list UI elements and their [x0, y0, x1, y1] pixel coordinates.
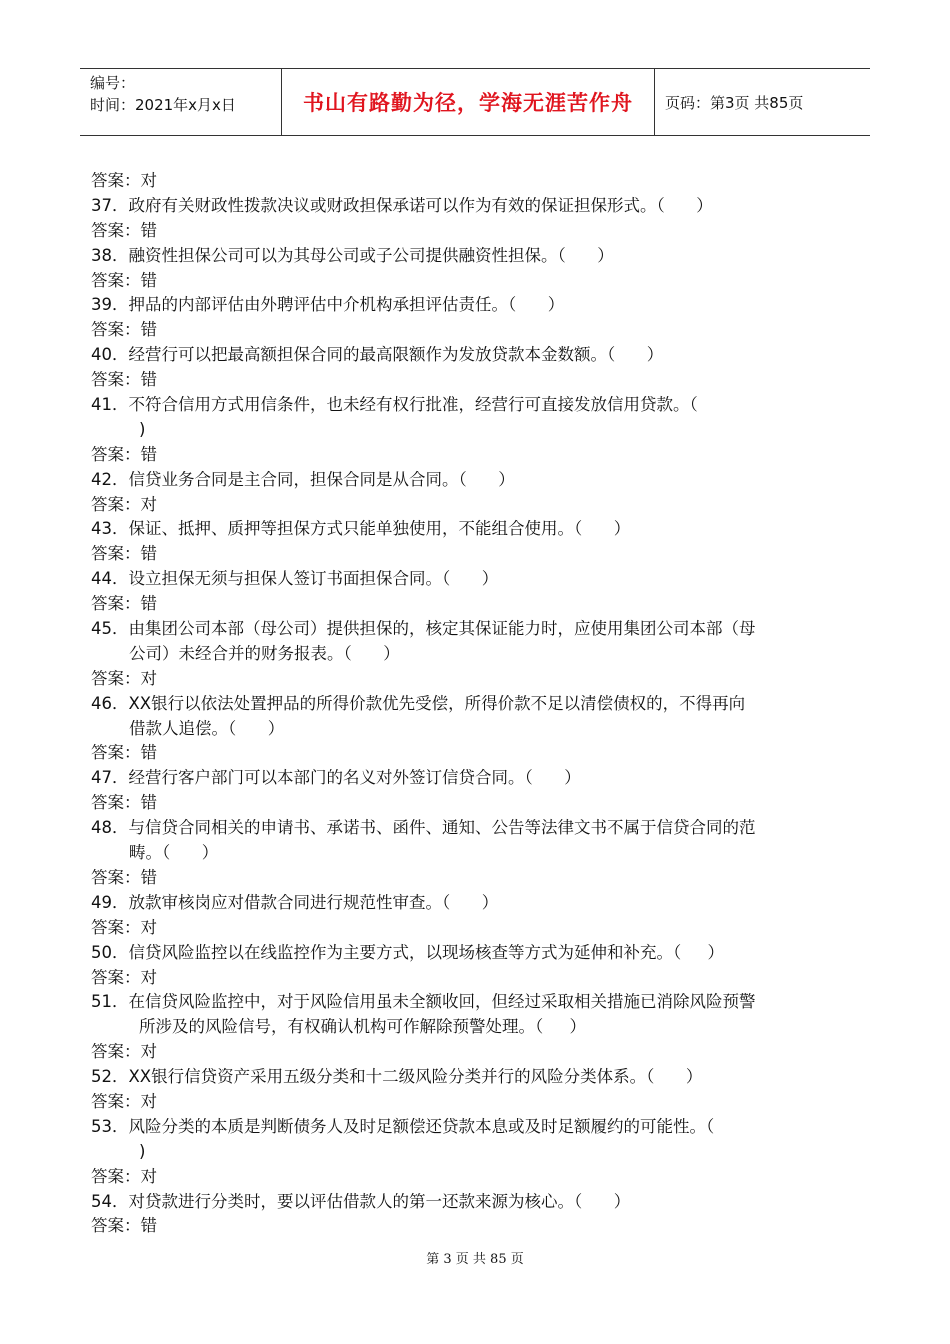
question-line: 50．信贷风险监控以在线监控作为主要方式，以现场核查等方式为延伸和补充。（ ） — [91, 942, 724, 962]
question-line: 48．与信贷合同相关的申请书、承诺书、函件、通知、公告等法律文书不属于信贷合同的范 — [91, 818, 756, 838]
header-page-info: 页码：第3页 共85页 — [665, 93, 804, 112]
answer-line: 答案：错 — [91, 1216, 157, 1236]
question-continuation: 公司）未经合并的财务报表。（ ） — [129, 643, 400, 663]
question-continuation: 所涉及的风险信号，有权确认机构可作解除预警处理。（ ） — [139, 1017, 586, 1037]
question-line: 44．设立担保无须与担保人签订书面担保合同。（ ） — [91, 569, 499, 589]
answer-line: 答案：对 — [91, 494, 157, 514]
answer-line: 答案：错 — [91, 220, 157, 240]
question-line: 42．信贷业务合同是主合同，担保合同是从合同。（ ） — [91, 469, 515, 489]
document-number-label: 编号： — [90, 74, 136, 92]
answer-line: 答案：错 — [91, 594, 157, 614]
question-line: 39．押品的内部评估由外聘评估中介机构承担评估责任。（ ） — [91, 295, 565, 315]
question-line: 38．融资性担保公司可以为其母公司或子公司提供融资性担保。（ ） — [91, 245, 614, 265]
answer-line: 答案：对 — [91, 967, 157, 987]
answer-line: 答案：错 — [91, 793, 157, 813]
question-line: 45．由集团公司本部（母公司）提供担保的，核定其保证能力时，应使用集团公司本部（母 — [91, 619, 756, 639]
answer-line: 答案：对 — [91, 668, 157, 688]
question-line: 49．放款审核岗应对借款合同进行规范性审查。（ ） — [91, 892, 499, 912]
answer-line: 答案：错 — [91, 867, 157, 887]
question-line: 37．政府有关财政性拨款决议或财政担保承诺可以作为有效的保证担保形式。（ ） — [91, 195, 713, 215]
answer-line: 答案：错 — [91, 544, 157, 564]
question-line: 43．保证、抵押、质押等担保方式只能单独使用，不能组合使用。（ ） — [91, 519, 631, 539]
question-line: 53．风险分类的本质是判断债务人及时足额偿还贷款本息或及时足额履约的可能性。（ — [91, 1116, 715, 1136]
answer-line: 答案：对 — [91, 1166, 157, 1186]
header-meta — [80, 69, 282, 135]
question-line: 41．不符合信用方式用信条件，也未经有权行批准，经营行可直接发放信用贷款。（ — [91, 395, 698, 415]
question-continuation: 借款人追偿。（ ） — [129, 718, 285, 738]
question-line: 51．在信贷风险监控中，对于风险信用虽未全额收回，但经过采取相关措施已消除风险预警 — [91, 992, 756, 1012]
answer-line: 答案：对 — [91, 171, 157, 190]
header-motto: 书山有路勤为径，学海无涯苦作舟 — [282, 69, 655, 135]
question-continuation: ) — [139, 419, 146, 439]
answer-line: 答案：错 — [91, 270, 157, 290]
answer-line: 答案：错 — [91, 320, 157, 340]
answer-line: 答案：错 — [91, 444, 157, 464]
question-continuation: 畴。（ ） — [129, 843, 219, 863]
answer-line: 答案：对 — [91, 917, 157, 937]
question-line: 40．经营行可以把最高额担保合同的最高限额作为发放贷款本金数额。（ ） — [91, 345, 664, 365]
answer-line: 答案：错 — [91, 370, 157, 390]
answer-line: 答案：错 — [91, 743, 157, 763]
document-date: 时间：2021年x月x日 — [90, 96, 236, 114]
question-list — [91, 169, 871, 1239]
question-line: 52．XX银行信贷资产采用五级分类和十二级风险分类并行的风险分类体系。（ ） — [91, 1067, 703, 1087]
question-line: 54．对贷款进行分类时，要以评估借款人的第一还款来源为核心。（ ） — [91, 1191, 631, 1211]
question-line: 46．XX银行以依法处置押品的所得价款优先受偿，所得价款不足以清偿债权的，不得再向 — [91, 693, 746, 713]
answer-line: 答案：对 — [91, 1091, 157, 1111]
answer-line: 答案：对 — [91, 1042, 157, 1062]
page-footer: 第 3 页 共 85 页 — [426, 1252, 524, 1267]
question-continuation: ) — [139, 1141, 146, 1161]
page-header — [80, 68, 870, 136]
question-line: 47．经营行客户部门可以本部门的名义对外签订信贷合同。（ ） — [91, 768, 581, 788]
